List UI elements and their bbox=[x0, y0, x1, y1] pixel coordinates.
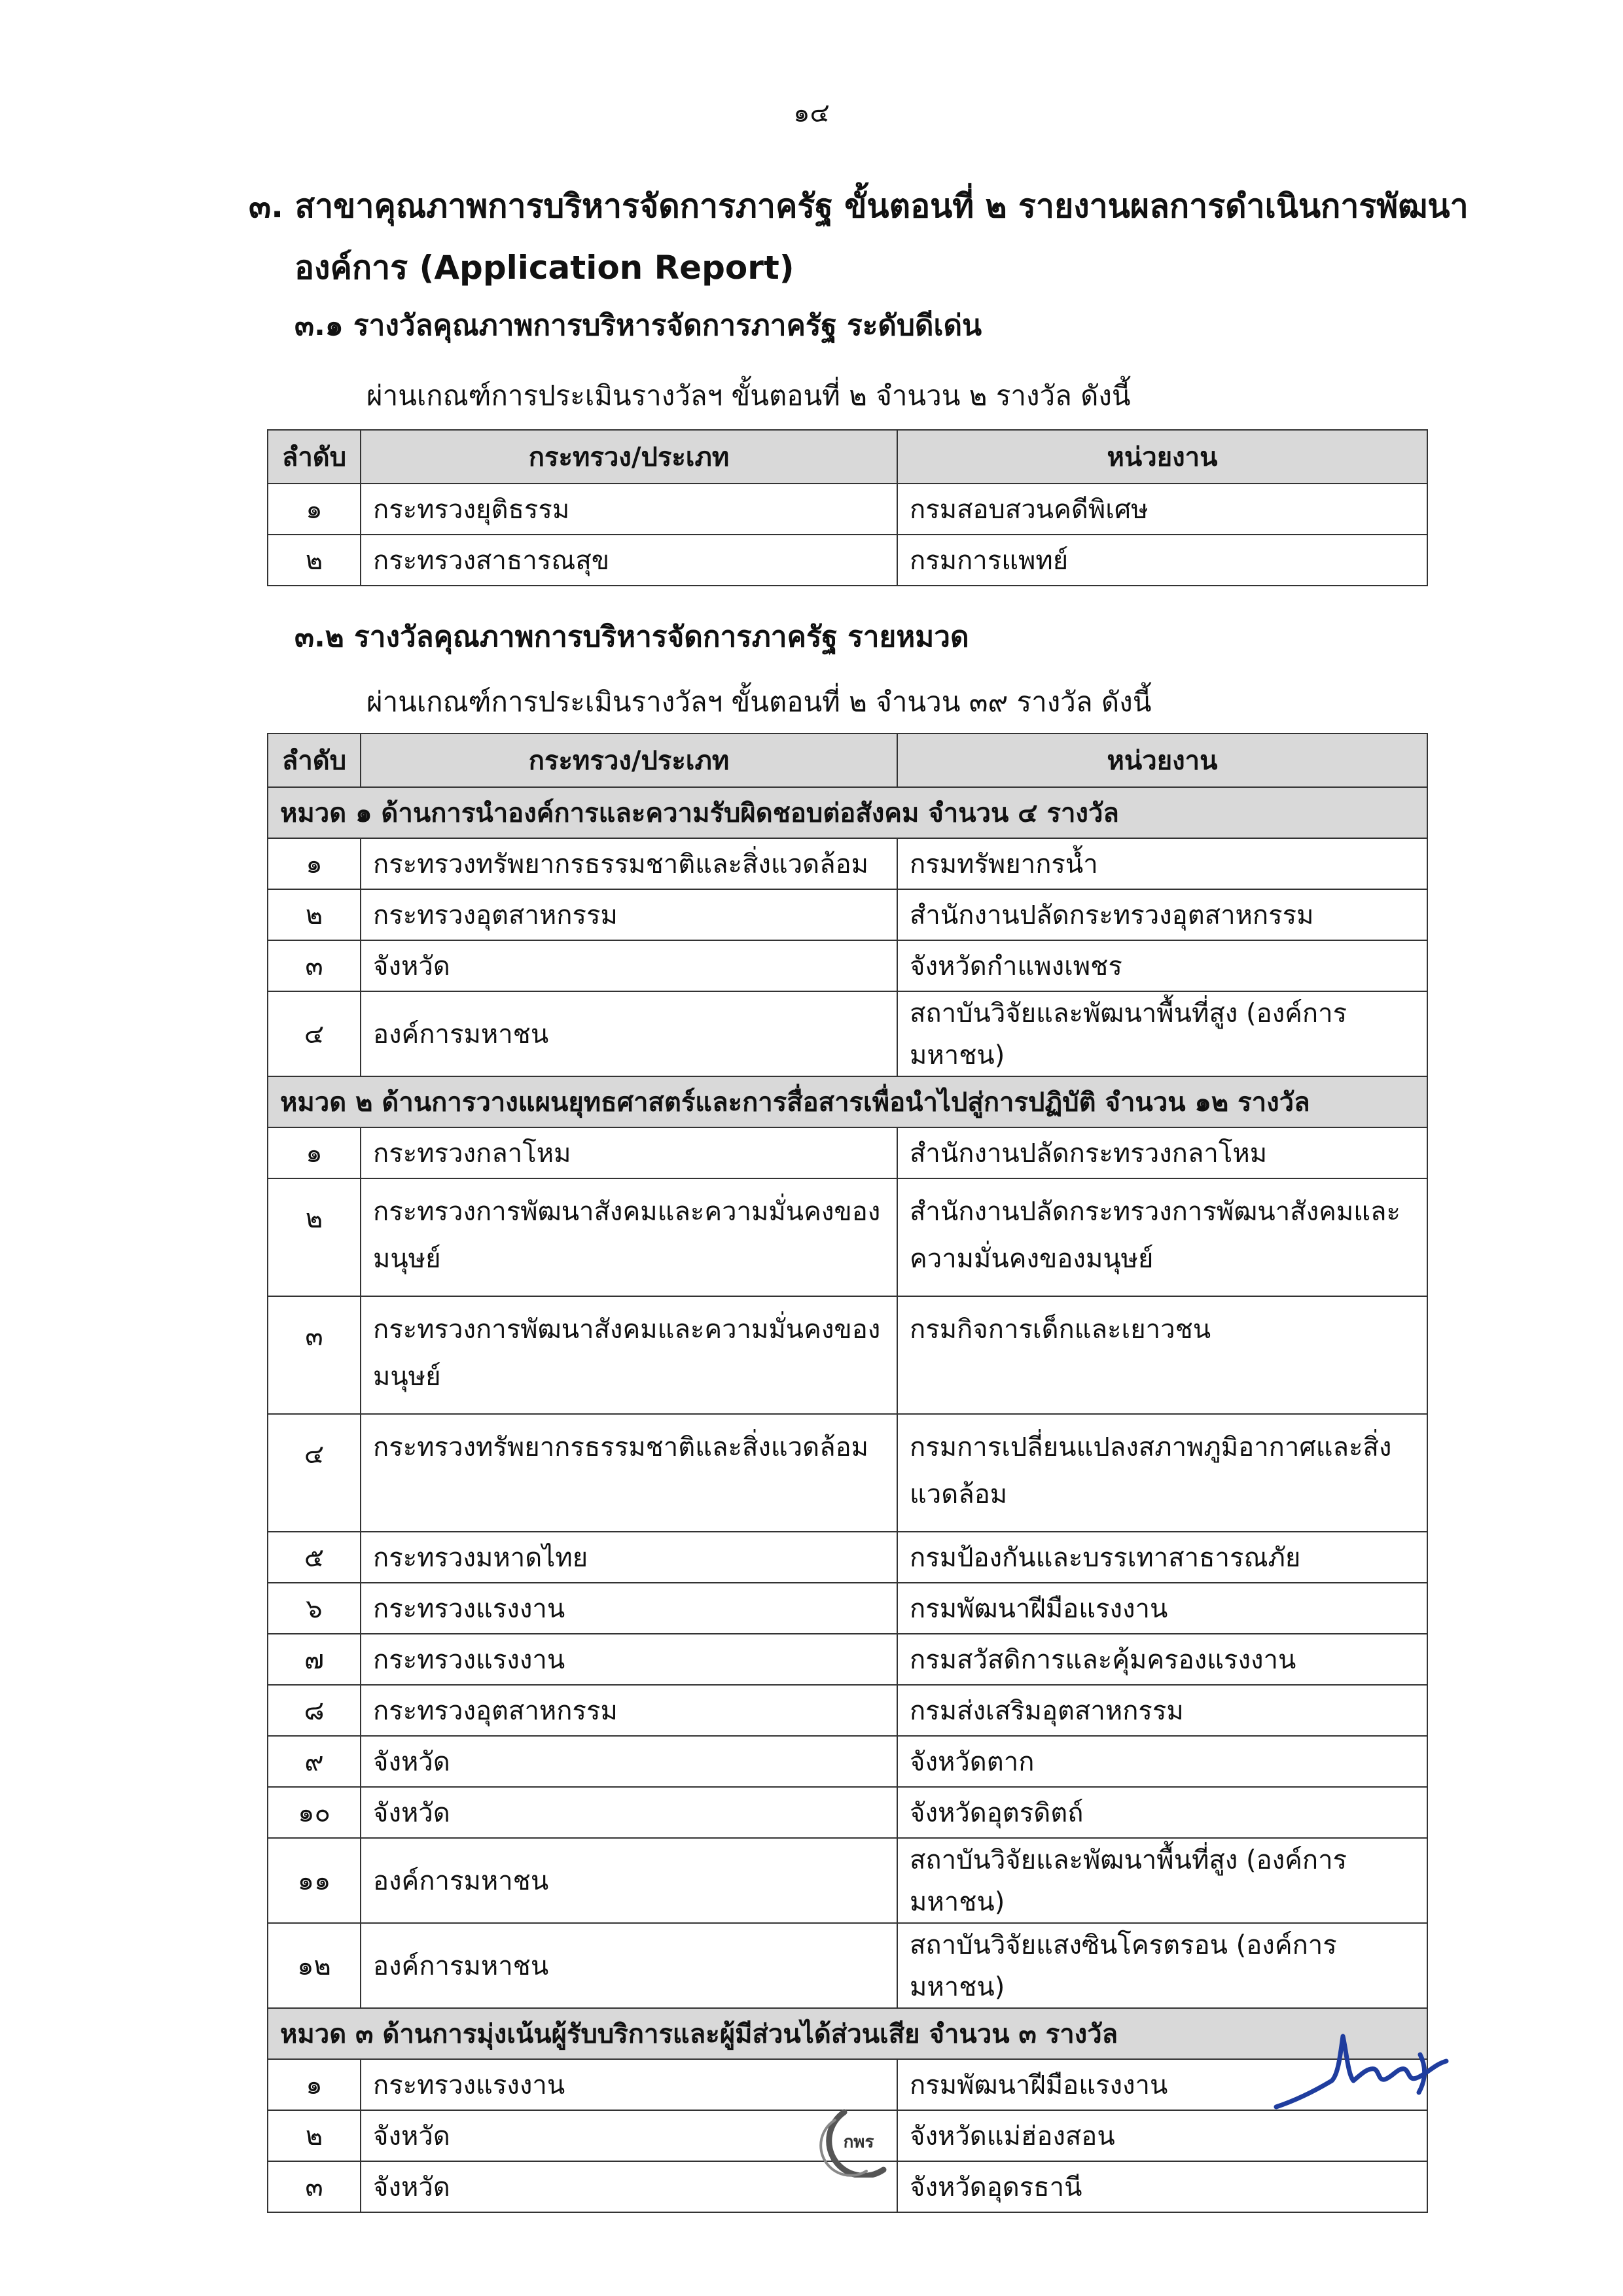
row-ministry: กระทรวงสาธารณสุข bbox=[361, 535, 897, 586]
table-row bbox=[268, 1414, 1427, 1532]
row-number: ๙ bbox=[268, 1736, 361, 1787]
award-table-category bbox=[267, 733, 1428, 2213]
table-header-row bbox=[268, 430, 1427, 484]
table-row bbox=[268, 838, 1427, 889]
row-number: ๑ bbox=[268, 2059, 361, 2110]
row-unit: จังหวัดกำแพงเพชร bbox=[897, 940, 1427, 991]
row-ministry: จังหวัด bbox=[361, 1736, 897, 1787]
row-ministry: กระทรวงกลาโหม bbox=[361, 1127, 897, 1178]
row-unit: กรมพัฒนาฝีมือแรงงาน bbox=[897, 2059, 1427, 2110]
row-unit: กรมการเปลี่ยนแปลงสภาพภูมิอากาศและสิ่งแวดล้อม bbox=[897, 1414, 1427, 1532]
row-number: ๕ bbox=[268, 1532, 361, 1583]
row-unit: สำนักงานปลัดกระทรวงอุตสาหกรรม bbox=[897, 889, 1427, 940]
row-ministry: องค์การมหาชน bbox=[361, 1838, 897, 1923]
row-ministry: กระทรวงแรงงาน bbox=[361, 1634, 897, 1685]
row-number: ๒ bbox=[268, 2110, 361, 2161]
row-number: ๓ bbox=[268, 2161, 361, 2212]
row-ministry: กระทรวงการพัฒนาสังคมและความมั่นคงของมนุษย์ bbox=[361, 1296, 897, 1414]
row-number: ๑ bbox=[268, 484, 361, 535]
row-number: ๑ bbox=[268, 1127, 361, 1178]
table-row bbox=[268, 889, 1427, 940]
row-unit: สถาบันวิจัยและพัฒนาพื้นที่สูง (องค์การมหาชน) bbox=[897, 991, 1427, 1076]
table-row bbox=[268, 1923, 1427, 2008]
table-row bbox=[268, 1736, 1427, 1787]
group-title: หมวด ๓ ด้านการมุ่งเน้นผู้รับบริการและผู้มีส่วนได้ส่วนเสีย จำนวน ๓ รางวัล bbox=[268, 2008, 1427, 2059]
table-row bbox=[268, 2059, 1427, 2110]
row-number: ๘ bbox=[268, 1685, 361, 1736]
row-number: ๑๐ bbox=[268, 1787, 361, 1838]
row-ministry: กระทรวงอุตสาหกรรม bbox=[361, 1685, 897, 1736]
group-header-row bbox=[268, 2008, 1427, 2059]
row-ministry: กระทรวงแรงงาน bbox=[361, 2059, 897, 2110]
table-row bbox=[268, 484, 1427, 535]
row-ministry: กระทรวงทรัพยากรธรรมชาติและสิ่งแวดล้อม bbox=[361, 838, 897, 889]
row-ministry: กระทรวงมหาดไทย bbox=[361, 1532, 897, 1583]
row-number: ๗ bbox=[268, 1634, 361, 1685]
subsection-intro-2: ผ่านเกณฑ์การประเมินรางวัลฯ ขั้นตอนที่ ๒ จำนวน ๓๙ รางวัล ดังนี้ bbox=[366, 686, 1152, 718]
col-header-ministry: กระทรวง/ประเภท bbox=[361, 430, 897, 484]
col-header-no: ลำดับ bbox=[268, 733, 361, 787]
row-unit: กรมสอบสวนคดีพิเศษ bbox=[897, 484, 1427, 535]
signature-mark bbox=[1270, 2028, 1453, 2113]
row-number: ๔ bbox=[268, 1414, 361, 1532]
group-title: หมวด ๑ ด้านการนำองค์การและความรับผิดชอบต่อสังคม จำนวน ๔ รางวัล bbox=[268, 787, 1427, 838]
row-number: ๑ bbox=[268, 838, 361, 889]
row-number: ๒ bbox=[268, 535, 361, 586]
row-ministry: กระทรวงแรงงาน bbox=[361, 1583, 897, 1634]
row-number: ๑๑ bbox=[268, 1838, 361, 1923]
row-unit: กรมพัฒนาฝีมือแรงงาน bbox=[897, 1583, 1427, 1634]
row-number: ๑๒ bbox=[268, 1923, 361, 2008]
opdc-logo bbox=[818, 2106, 897, 2178]
row-number: ๔ bbox=[268, 991, 361, 1076]
row-ministry: กระทรวงอุตสาหกรรม bbox=[361, 889, 897, 940]
col-header-no: ลำดับ bbox=[268, 430, 361, 484]
award-table-outstanding bbox=[267, 429, 1428, 586]
row-unit: จังหวัดอุดรธานี bbox=[897, 2161, 1427, 2212]
row-ministry: กระทรวงยุติธรรม bbox=[361, 484, 897, 535]
table-row bbox=[268, 1532, 1427, 1583]
row-unit: สำนักงานปลัดกระทรวงกลาโหม bbox=[897, 1127, 1427, 1178]
row-unit: กรมป้องกันและบรรเทาสาธารณภัย bbox=[897, 1532, 1427, 1583]
page-number: ๑๔ bbox=[793, 98, 830, 128]
table-row bbox=[268, 1838, 1427, 1923]
row-number: ๓ bbox=[268, 1296, 361, 1414]
row-ministry: กระทรวงทรัพยากรธรรมชาติและสิ่งแวดล้อม bbox=[361, 1414, 897, 1532]
row-unit: กรมทรัพยากรน้ำ bbox=[897, 838, 1427, 889]
col-header-ministry: กระทรวง/ประเภท bbox=[361, 733, 897, 787]
row-unit: กรมส่งเสริมอุตสาหกรรม bbox=[897, 1685, 1427, 1736]
group-header-row bbox=[268, 787, 1427, 838]
table-row bbox=[268, 1296, 1427, 1414]
table-row bbox=[268, 1583, 1427, 1634]
row-ministry: จังหวัด bbox=[361, 2161, 897, 2212]
row-unit: จังหวัดอุตรดิตถ์ bbox=[897, 1787, 1427, 1838]
subsection-title-1: ๓.๑ รางวัลคุณภาพการบริหารจัดการภาครัฐ ระดับดีเด่น bbox=[294, 309, 982, 342]
table-row bbox=[268, 1787, 1427, 1838]
table-row bbox=[268, 1178, 1427, 1296]
row-ministry: กระทรวงการพัฒนาสังคมและความมั่นคงของมนุษย์ bbox=[361, 1178, 897, 1296]
row-ministry: จังหวัด bbox=[361, 1787, 897, 1838]
row-ministry: จังหวัด bbox=[361, 2110, 897, 2161]
table-row bbox=[268, 1685, 1427, 1736]
row-unit: สำนักงานปลัดกระทรวงการพัฒนาสังคมและความมั่นคงของมนุษย์ bbox=[897, 1178, 1427, 1296]
row-number: ๓ bbox=[268, 940, 361, 991]
table-row bbox=[268, 535, 1427, 586]
row-unit: จังหวัดแม่ฮ่องสอน bbox=[897, 2110, 1427, 2161]
col-header-unit: หน่วยงาน bbox=[897, 733, 1427, 787]
logo-text: กพร bbox=[843, 2132, 874, 2152]
section-heading-line2: องค์การ (Application Report) bbox=[294, 249, 794, 287]
row-unit: กรมสวัสดิการและคุ้มครองแรงงาน bbox=[897, 1634, 1427, 1685]
table-row bbox=[268, 940, 1427, 991]
signature-stroke bbox=[1276, 2036, 1446, 2107]
row-unit: จังหวัดตาก bbox=[897, 1736, 1427, 1787]
row-unit: กรมกิจการเด็กและเยาวชน bbox=[897, 1296, 1427, 1414]
row-unit: สถาบันวิจัยและพัฒนาพื้นที่สูง (องค์การมหาชน) bbox=[897, 1838, 1427, 1923]
row-unit: สถาบันวิจัยแสงซินโครตรอน (องค์การมหาชน) bbox=[897, 1923, 1427, 2008]
section-heading bbox=[249, 175, 1492, 298]
table-row bbox=[268, 1634, 1427, 1685]
subsection-title-2: ๓.๒ รางวัลคุณภาพการบริหารจัดการภาครัฐ รายหมวด bbox=[294, 620, 969, 654]
row-number: ๒ bbox=[268, 889, 361, 940]
row-number: ๖ bbox=[268, 1583, 361, 1634]
row-ministry: องค์การมหาชน bbox=[361, 1923, 897, 2008]
row-number: ๒ bbox=[268, 1178, 361, 1296]
section-heading-line1: ๓. สาขาคุณภาพการบริหารจัดการภาครัฐ ขั้นตอนที่ ๒ รายงานผลการดำเนินการพัฒนา bbox=[249, 187, 1469, 225]
table-row bbox=[268, 1127, 1427, 1178]
row-ministry: องค์การมหาชน bbox=[361, 991, 897, 1076]
subsection-intro-1: ผ่านเกณฑ์การประเมินรางวัลฯ ขั้นตอนที่ ๒ จำนวน ๒ รางวัล ดังนี้ bbox=[366, 380, 1131, 412]
table-header-row bbox=[268, 733, 1427, 787]
row-unit: กรมการแพทย์ bbox=[897, 535, 1427, 586]
group-title: หมวด ๒ ด้านการวางแผนยุทธศาสตร์และการสื่อสารเพื่อนำไปสู่การปฏิบัติ จำนวน ๑๒ รางวัล bbox=[268, 1076, 1427, 1127]
row-ministry: จังหวัด bbox=[361, 940, 897, 991]
table-row bbox=[268, 991, 1427, 1076]
col-header-unit: หน่วยงาน bbox=[897, 430, 1427, 484]
group-header-row bbox=[268, 1076, 1427, 1127]
